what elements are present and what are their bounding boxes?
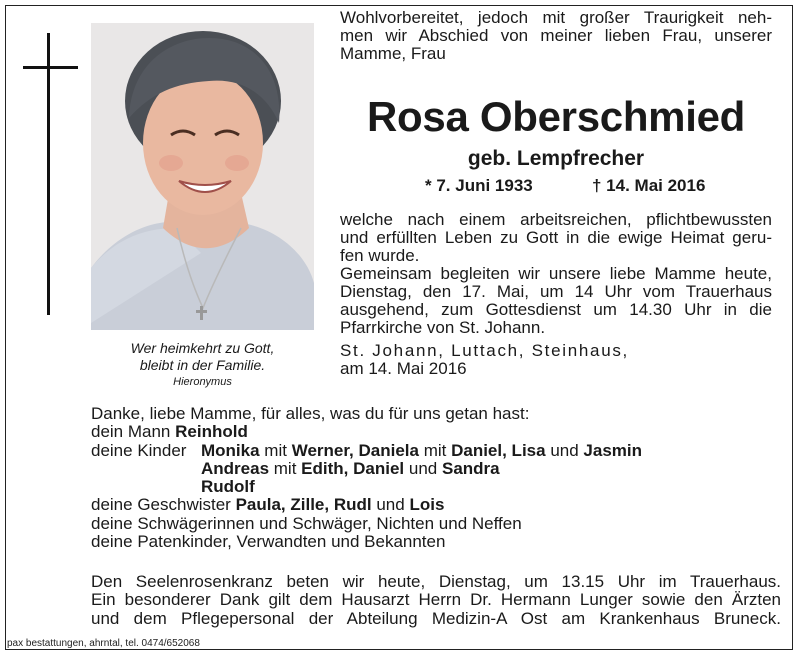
birth-date: * 7. Juni 1933 — [425, 176, 533, 195]
intro-line: Mamme, Frau — [340, 44, 446, 63]
body-line: Gemeinsam begleiten wir unsere liebe Mamme heute, — [340, 264, 772, 283]
funeral-home-footer: pax bestattungen, ahrntal, tel. 0474/652068 — [7, 638, 200, 649]
portrait-photo — [91, 23, 314, 330]
children-line: Andreas mit Edith, Daniel und Sandra — [201, 458, 500, 478]
body-line: Dienstag, den 17. Mai, um 14 Uhr vom Trauerhaus — [340, 282, 772, 301]
closing-text — [91, 573, 781, 628]
closing-line: Ein besonderer Dank gilt dem Hausarzt Herrn Dr. Hermann Lunger sowie den Ärzten — [91, 590, 781, 610]
body-line: welche nach einem arbeitsreichen, pflichtbewussten — [340, 210, 772, 229]
death-date: † 14. Mai 2016 — [592, 176, 706, 195]
body-text — [340, 211, 772, 378]
deceased-name: Rosa Oberschmied — [367, 93, 745, 140]
family-block — [91, 405, 791, 551]
husband-line: dein Mann Reinhold — [91, 422, 248, 442]
body-line: und erfüllten Leben zu Gott in die ewige Heimat geru- — [340, 228, 772, 247]
body-line: Pfarrkirche von St. Johann. — [340, 318, 546, 337]
body-line: fen wurde. — [340, 246, 420, 265]
inlaws-line: deine Schwägerinnen und Schwäger, Nichten und Neffen — [91, 513, 522, 533]
quote-line: Wer heimkehrt zu Gott, — [130, 340, 275, 356]
intro-line: Wohlvorbereitet, jedoch mit großer Traurigkeit neh- — [340, 8, 772, 27]
birth-name: geb. Lempfrecher — [467, 147, 645, 170]
husband-name: Reinhold — [175, 422, 248, 442]
notice-date: am 14. Mai 2016 — [340, 359, 467, 378]
closing-line: und dem Pflegepersonal der Abteilung Medizin-A Ost am Krankenhaus Bruneck. — [91, 608, 781, 628]
quote-block — [91, 340, 314, 391]
children-line: deine Kinder Monika mit Werner, Daniela mit Daniel, Lisa und Jasmin — [91, 440, 643, 460]
siblings-line: deine Geschwister Paula, Zille, Rudl und Lois — [91, 495, 445, 515]
godchildren-line: deine Patenkinder, Verwandten und Bekannten — [91, 532, 446, 552]
intro-text — [340, 9, 772, 63]
thanks-line: Danke, liebe Mamme, für alles, was du für uns getan hast: — [91, 404, 530, 423]
intro-line: men wir Abschied von meiner lieben Frau, unserer — [340, 26, 772, 45]
quote-author: Hieronymus — [173, 376, 232, 388]
children-line: Rudolf — [201, 477, 255, 497]
places: St. Johann, Luttach, Steinhaus, — [340, 341, 629, 360]
quote-line: bleibt in der Familie. — [139, 357, 266, 373]
closing-line: Den Seelenrosenkranz beten wir heute, Dienstag, um 13.15 Uhr im Trauerhaus. — [91, 572, 781, 591]
body-line: ausgehend, zum Gottesdienst um 14.30 Uhr in die — [340, 300, 772, 319]
